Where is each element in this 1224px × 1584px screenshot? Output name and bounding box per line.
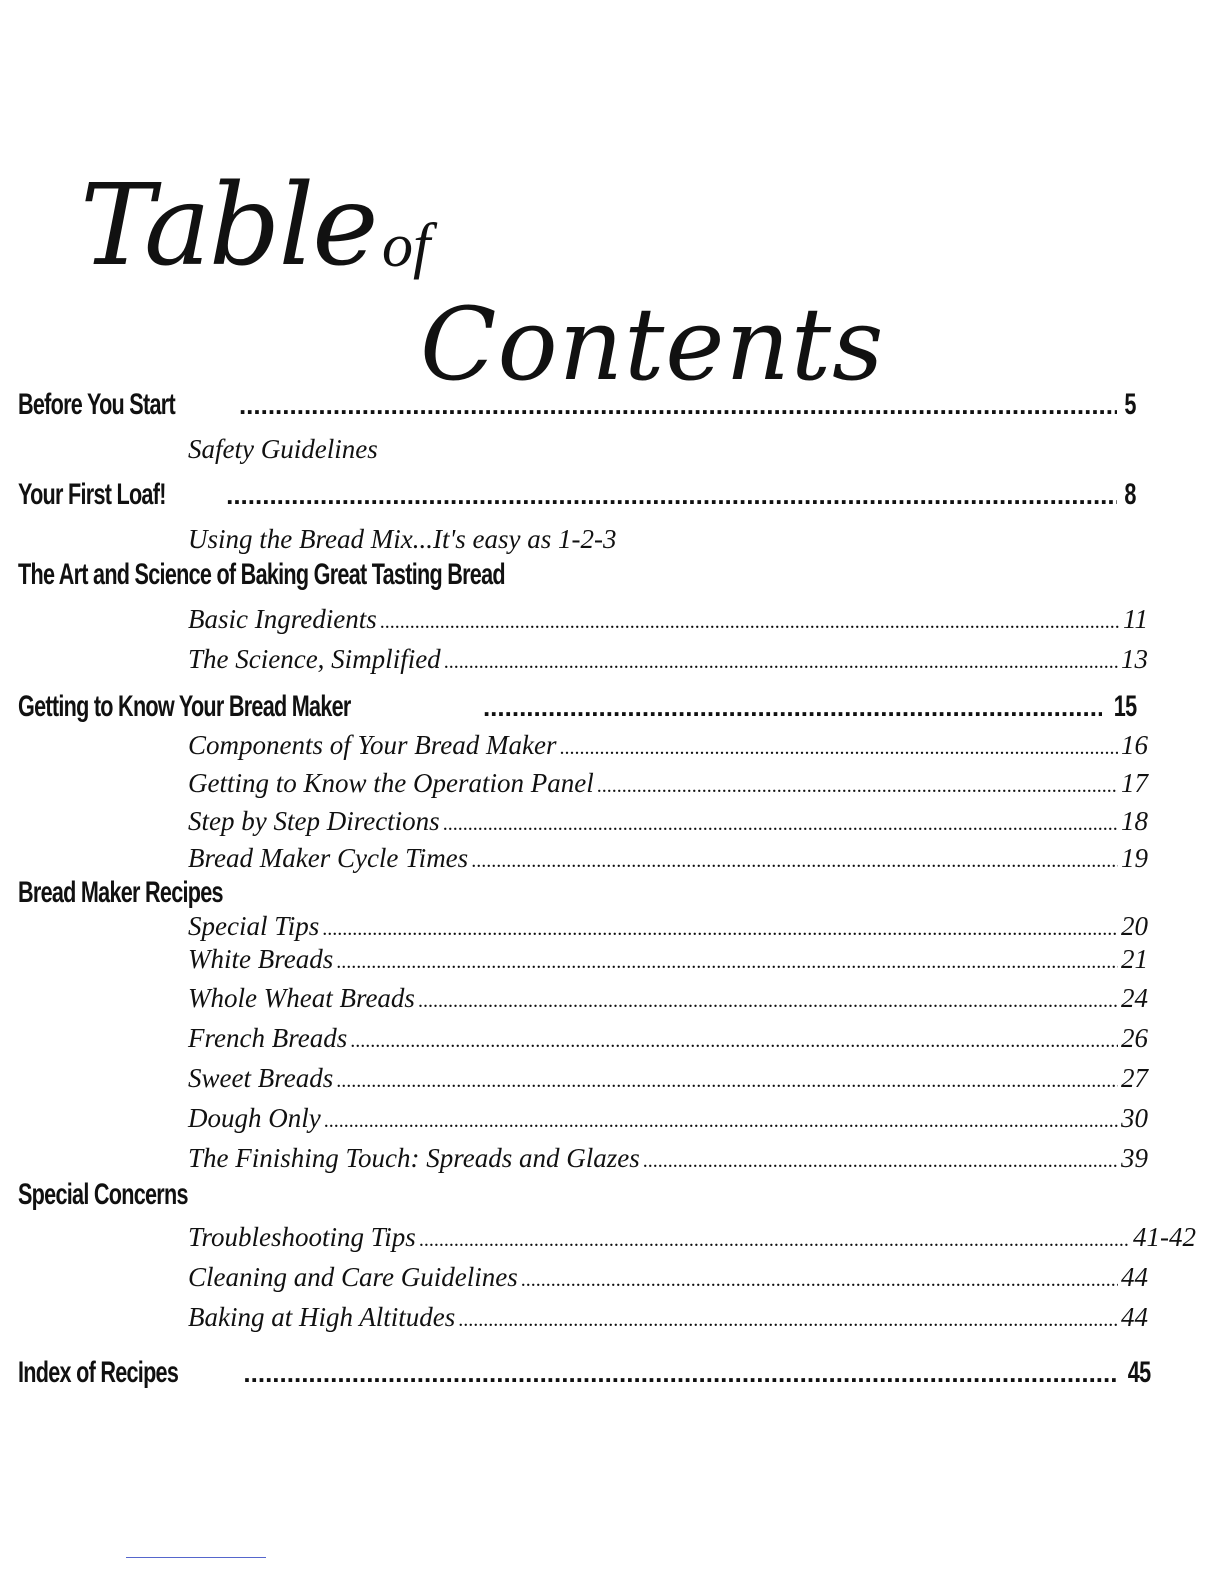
toc-page: 26 [1121,1023,1148,1053]
toc-entry-before-you-start[interactable] [18,388,1136,422]
toc-entry-cleaning-care[interactable] [188,1262,1148,1293]
toc-label: The Science, Simplified [188,644,441,674]
toc-entry-sweet-breads[interactable] [188,1063,1148,1094]
leader-dots [444,651,1118,674]
toc-label: Basic Ingredients [188,604,377,634]
toc-label: Dough Only [188,1103,321,1133]
toc-heading-art-and-science[interactable]: The Art and Science of Baking Great Tasting Bread [18,558,505,591]
toc-label: The Finishing Touch: Spreads and Glazes [188,1143,640,1173]
toc-entry-science-simplified[interactable] [188,644,1148,675]
leader-dots [243,1358,1115,1389]
toc-label: Cleaning and Care Guidelines [188,1262,518,1292]
toc-label: Getting to Know the Operation Panel [188,768,594,798]
toc-page: 45 [1127,1356,1150,1389]
leader-dots [350,1030,1118,1053]
leader-dots [226,480,1117,511]
toc-page: 13 [1121,644,1148,674]
leader-dots [560,737,1119,760]
leader-dots [336,951,1118,974]
toc-entry-cycle-times[interactable] [188,843,1148,874]
toc-page: 30 [1121,1103,1148,1133]
toc-entry-finishing-touch[interactable] [188,1143,1148,1174]
toc-entry-white-breads[interactable] [188,944,1148,975]
toc-label: Step by Step Directions [188,806,440,836]
toc-page: 11 [1123,604,1148,634]
toc-label: Before You Start [18,388,175,421]
toc-heading-recipes[interactable]: Bread Maker Recipes [18,876,223,909]
toc-page: 44 [1121,1302,1148,1332]
toc-page: 39 [1121,1143,1148,1173]
toc-entry-safety-guidelines[interactable]: Safety Guidelines [188,434,378,464]
toc-entry-your-first-loaf[interactable] [18,478,1136,512]
leader-dots [419,1229,1130,1252]
toc-page: 5 [1124,388,1136,421]
toc-page: 18 [1121,806,1148,836]
toc-label: Index of Recipes [18,1356,179,1389]
title-table: Table [80,161,377,291]
footer-rule [126,1557,266,1558]
toc-page: 20 [1121,911,1148,941]
toc-entry-whole-wheat[interactable] [188,983,1148,1014]
toc-label: Special Tips [188,911,320,941]
toc-label: Components of Your Bread Maker [188,730,557,760]
leader-dots [239,390,1117,421]
toc-entry-operation-panel[interactable] [188,768,1148,799]
leader-dots [597,775,1118,798]
leader-dots [336,1070,1118,1093]
toc-page: 21 [1121,944,1148,974]
leader-dots [471,850,1118,873]
toc-label: French Breads [188,1023,348,1053]
toc-page: 24 [1121,983,1148,1013]
toc-heading-special-concerns[interactable]: Special Concerns [18,1178,188,1211]
toc-label: White Breads [188,944,334,974]
toc-entry-troubleshooting[interactable] [188,1222,1196,1253]
toc-entry-high-altitudes[interactable] [188,1302,1148,1333]
leader-dots [643,1150,1118,1173]
toc-page: 41-42 [1133,1222,1196,1252]
leader-dots [324,1110,1118,1133]
toc-entry-using-bread-mix[interactable]: Using the Bread Mix...It's easy as 1-2-3 [188,524,617,554]
leader-dots [521,1269,1118,1292]
toc-page: 15 [1113,690,1136,723]
toc-page: 19 [1121,843,1148,873]
toc-label: Sweet Breads [188,1063,334,1093]
toc-label: Troubleshooting Tips [188,1222,416,1252]
toc-entry-basic-ingredients[interactable] [188,604,1148,635]
toc-entry-special-tips[interactable] [188,911,1148,942]
toc-entry-step-by-step[interactable] [188,806,1148,837]
toc-entry-components[interactable] [188,730,1148,761]
toc-label: Your First Loaf! [18,478,166,511]
toc-label: Whole Wheat Breads [188,983,415,1013]
toc-page: 27 [1121,1063,1148,1093]
toc-entry-french-breads[interactable] [188,1023,1148,1054]
toc-page: 17 [1121,768,1148,798]
toc-page: 16 [1121,730,1148,760]
leader-dots [458,1309,1118,1332]
toc-label: Bread Maker Cycle Times [188,843,469,873]
toc-entry-index-of-recipes[interactable] [18,1356,1150,1390]
leader-dots [483,692,1102,723]
toc-page: 8 [1124,478,1136,511]
title-contents: Contents [420,286,885,403]
leader-dots [418,990,1118,1013]
title-of: of [382,212,431,280]
toc-entry-dough-only[interactable] [188,1103,1148,1134]
toc-entry-getting-to-know[interactable] [18,690,1136,724]
leader-dots [380,611,1120,634]
leader-dots [322,918,1118,941]
toc-label: Baking at High Altitudes [188,1302,456,1332]
toc-page: 44 [1121,1262,1148,1292]
leader-dots [443,813,1118,836]
toc-label: Getting to Know Your Bread Maker [18,690,351,723]
